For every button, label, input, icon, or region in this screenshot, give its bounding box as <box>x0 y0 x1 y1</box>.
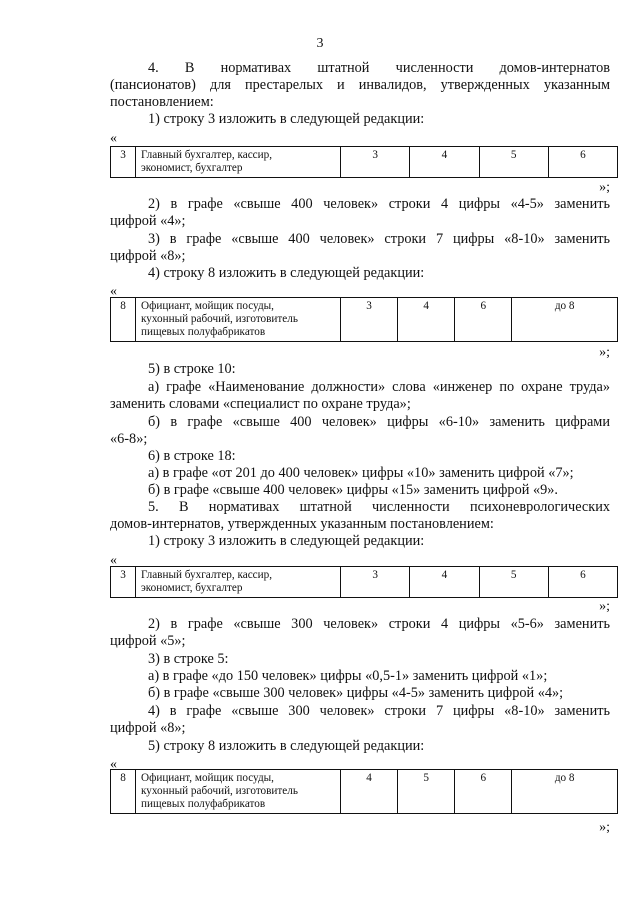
value-col1: 3 <box>341 298 398 342</box>
position-name-line3: пищевых полуфабрикатов <box>141 326 266 338</box>
position-name-line2: кухонный рабочий, изготовитель <box>141 313 298 325</box>
table-row3-section5 <box>110 566 618 598</box>
position-name-line2: экономист, бухгалтер <box>141 582 243 594</box>
row-number: 8 <box>111 298 136 342</box>
section4-item3-line1: 3) в графе «свыше 400 человек» строки 7 цифры «8-10» заменить <box>148 231 610 247</box>
close-quote: »; <box>599 820 610 835</box>
position-name <box>136 770 341 814</box>
section4-item3-line2: цифрой «8»; <box>110 248 186 264</box>
section4-item2-line1: 2) в графе «свыше 400 человек» строки 4 цифры «4-5» заменить <box>148 196 610 212</box>
section5-line1: 5. В нормативах штатной численности психоневрологических <box>148 499 610 515</box>
position-name-line2: кухонный рабочий, изготовитель <box>141 785 298 797</box>
position-name <box>136 298 341 342</box>
value-col1: 4 <box>341 770 398 814</box>
section4-item5b-line1: б) в графе «свыше 400 человек» цифры «6-10» заменить цифрами <box>148 414 610 430</box>
row-number: 3 <box>111 147 136 178</box>
section5-item2-line1: 2) в графе «свыше 300 человек» строки 4 цифры «5-6» заменить <box>148 616 610 632</box>
row-number: 3 <box>111 567 136 598</box>
position-name-line2: экономист, бухгалтер <box>141 162 243 174</box>
position-name-line1: Главный бухгалтер, кассир, <box>141 149 273 161</box>
value-col1: 3 <box>341 147 410 178</box>
section5-item5: 5) строку 8 изложить в следующей редакции: <box>148 738 425 754</box>
value-col3: 5 <box>479 567 548 598</box>
value-col2: 4 <box>398 298 455 342</box>
table-row8-section5 <box>110 769 618 814</box>
value-col4: до 8 <box>512 298 618 342</box>
position-name-line1: Официант, мойщик посуды, <box>141 772 274 784</box>
position-name-line1: Главный бухгалтер, кассир, <box>141 569 273 581</box>
section5-item3b: б) в графе «свыше 300 человек» цифры «4-5» заменить цифрой «4»; <box>148 685 564 701</box>
section5-item3: 3) в строке 5: <box>148 651 229 667</box>
position-name <box>136 147 341 178</box>
section4-line3: постановлением: <box>110 94 214 110</box>
section4-item6: 6) в строке 18: <box>148 448 236 464</box>
section4-item4: 4) строку 8 изложить в следующей редакции: <box>148 265 425 281</box>
row-number: 8 <box>111 770 136 814</box>
section5-item3a: а) в графе «до 150 человек» цифры «0,5-1» заменить цифрой «1»; <box>148 668 548 684</box>
position-name <box>136 567 341 598</box>
close-quote: »; <box>599 345 610 360</box>
section4-item1: 1) строку 3 изложить в следующей редакции: <box>148 111 425 127</box>
table-row8-section4 <box>110 297 618 342</box>
value-col3: 6 <box>455 770 512 814</box>
section4-item6b: б) в графе «свыше 400 человек» цифры «15» заменить цифрой «9». <box>148 482 558 498</box>
section4-item5: 5) в строке 10: <box>148 361 236 377</box>
value-col1: 3 <box>341 567 410 598</box>
open-quote: « <box>110 131 117 146</box>
section4-item2-line2: цифрой «4»; <box>110 213 186 229</box>
value-col2: 5 <box>398 770 455 814</box>
section5-item4-line2: цифрой «8»; <box>110 720 186 736</box>
value-col2: 4 <box>410 567 479 598</box>
close-quote: »; <box>599 599 610 614</box>
position-name-line3: пищевых полуфабрикатов <box>141 798 266 810</box>
open-quote: « <box>110 284 117 299</box>
section4-item5a-line2: заменить словами «специалист по охране труда»; <box>110 396 411 412</box>
page-number: 3 <box>316 36 324 51</box>
table-row3-section4 <box>110 146 618 178</box>
section4-item6a: а) в графе «от 201 до 400 человек» цифры «10» заменить цифрой «7»; <box>148 465 574 481</box>
value-col4: 6 <box>548 567 617 598</box>
value-col3: 5 <box>479 147 548 178</box>
section5-line2: домов-интернатов, утвержденных указанным постановлением: <box>110 516 494 532</box>
close-quote: »; <box>599 180 610 195</box>
position-name-line1: Официант, мойщик посуды, <box>141 300 274 312</box>
open-quote: « <box>110 757 117 772</box>
value-col3: 6 <box>455 298 512 342</box>
section4-item5a-line1: а) графе «Наименование должности» слова «инженер по охране труда» <box>148 379 610 395</box>
open-quote: « <box>110 553 117 568</box>
value-col4: до 8 <box>512 770 618 814</box>
value-col4: 6 <box>548 147 617 178</box>
section5-item1: 1) строку 3 изложить в следующей редакции: <box>148 533 425 549</box>
section4-line1: 4. В нормативах штатной численности домов-интернатов <box>148 60 610 76</box>
value-col2: 4 <box>410 147 479 178</box>
section4-line2: (пансионатов) для престарелых и инвалидов, утвержденных указанным <box>110 77 610 93</box>
section4-item5b-line2: «6-8»; <box>110 431 148 447</box>
section5-item4-line1: 4) в графе «свыше 300 человек» строки 7 цифры «8-10» заменить <box>148 703 610 719</box>
section5-item2-line2: цифрой «5»; <box>110 633 186 649</box>
